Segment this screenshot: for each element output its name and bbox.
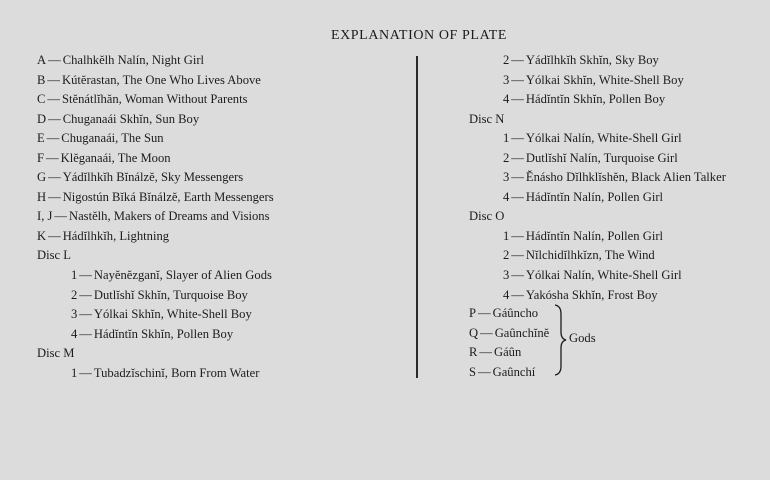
entry-dash: — — [46, 131, 60, 146]
entry-key: 4 — [503, 189, 510, 204]
entry-key: 1 — [503, 228, 510, 243]
entry-dash: — — [511, 131, 524, 146]
entry-key: C — [37, 92, 46, 107]
plate-entry — [37, 266, 407, 286]
entry-dash: — — [46, 150, 59, 165]
entry-text: Nigostún Bĭká Bĭnálzĕ, Earth Messengers — [62, 189, 274, 204]
entry-key: 1 — [71, 268, 78, 283]
plate-entry — [37, 149, 407, 169]
entry-dash: — — [479, 345, 492, 360]
entry-dash: — — [79, 287, 92, 302]
god-entry — [469, 324, 549, 344]
entry-text: Yádĭlhkĭh Skhĭn, Sky Boy — [525, 53, 659, 67]
entry-key: G — [37, 170, 47, 185]
entry-dash: — — [79, 326, 92, 341]
entry-dash: — — [511, 287, 524, 302]
entry-text: Gaûnchĭnĕ — [494, 325, 550, 340]
entry-dash: — — [79, 268, 92, 283]
entry-key: 3 — [503, 72, 510, 87]
entry-text: Hádĭntĭn Skhĭn, Pollen Boy — [525, 92, 666, 107]
god-entry — [469, 304, 549, 324]
entry-text: Chalhkĕlh Nalín, Night Girl — [62, 53, 205, 67]
plate-entry — [469, 51, 769, 71]
entry-text: Chuganaái Skhĭn, Sun Boy — [62, 111, 200, 126]
entry-dash: — — [511, 248, 524, 263]
entry-key: H — [37, 189, 47, 204]
entry-key: E — [37, 131, 45, 146]
entry-text: Nastĕlh, Makers of Dreams and Visions — [69, 209, 270, 224]
entry-dash: — — [47, 72, 60, 87]
plate-entry — [469, 188, 769, 208]
entry-text: Gáûncho — [492, 306, 539, 320]
brace-icon — [553, 304, 567, 376]
plate-entry — [37, 325, 407, 345]
entry-key: I, J — [37, 209, 53, 224]
entry-text: Gáûn — [494, 345, 522, 360]
plate-entry — [37, 129, 407, 149]
entry-dash: — — [511, 268, 524, 283]
entry-text: Gaûnchí — [492, 364, 536, 379]
entry-dash: — — [48, 189, 61, 204]
entry-dash: — — [480, 325, 493, 340]
entry-text: Yólkai Skhĭn, White-Shell Boy — [525, 72, 684, 87]
entry-key: 4 — [503, 92, 510, 107]
entry-key: A — [37, 53, 47, 67]
entry-text: Kútĕrastan, The One Who Lives Above — [62, 72, 261, 87]
entry-dash: — — [478, 306, 491, 320]
entry-dash: — — [511, 53, 524, 67]
disc-heading-text: Disc N — [469, 111, 505, 126]
plate-entry — [469, 149, 769, 169]
entry-text: Dutlĭshĭ Nalín, Turquoise Girl — [525, 150, 678, 165]
plate-entry — [37, 286, 407, 306]
entry-text: Stĕnátlĭhăn, Woman Without Parents — [62, 92, 248, 107]
entry-dash: — — [511, 170, 524, 185]
entry-dash: — — [54, 209, 67, 224]
entry-key: 3 — [503, 170, 510, 185]
entry-dash: — — [511, 150, 524, 165]
entry-text: Ĕnásho Dĭlhklĭshĕn, Black Alien Talker — [525, 170, 726, 185]
entry-text: Klĕganaái, The Moon — [60, 150, 171, 165]
page-title: EXPLANATION OF PLATE — [330, 28, 508, 43]
entry-dash: — — [48, 228, 61, 243]
entry-dash: — — [511, 92, 524, 107]
entry-text: Yólkai Skhĭn, White-Shell Boy — [93, 307, 252, 322]
entry-dash: — — [511, 189, 524, 204]
plate-entry — [37, 305, 407, 325]
gods-label: Gods — [569, 331, 596, 345]
disc-heading-text: Disc M — [37, 346, 75, 361]
entry-key: D — [37, 111, 47, 126]
plate-entry — [37, 207, 407, 227]
entry-key: P — [469, 306, 477, 320]
entry-text: Nĭlchidĭlhkĭzn, The Wind — [525, 248, 655, 263]
entry-text: Yólkai Nalín, White-Shell Girl — [525, 131, 682, 146]
plate-entry — [37, 188, 407, 208]
plate-entry — [469, 129, 769, 149]
entry-dash: — — [79, 307, 92, 322]
entry-dash: — — [79, 365, 92, 380]
left-column — [37, 51, 407, 383]
plate-entry — [469, 168, 769, 188]
plate-entry — [469, 286, 769, 306]
entry-text: Yólkai Nalín, White-Shell Girl — [525, 268, 682, 283]
entry-key: 3 — [503, 268, 510, 283]
entry-text: Nayĕnĕzganĭ, Slayer of Alien Gods — [93, 268, 272, 283]
entry-dash: — — [48, 53, 61, 67]
entry-key: 2 — [71, 287, 78, 302]
entry-dash: — — [511, 228, 524, 243]
entry-text: Tubadzĭschinĭ, Born From Water — [93, 365, 260, 380]
plate-entry — [469, 90, 769, 110]
entry-key: 4 — [71, 326, 78, 341]
entry-key: 2 — [503, 248, 510, 263]
plate-entry — [37, 168, 407, 188]
plate-entry — [469, 246, 769, 266]
column-divider — [416, 56, 418, 378]
disc-heading-text: Disc L — [37, 248, 71, 263]
plate-entry — [37, 110, 407, 130]
plate-entry — [37, 71, 407, 91]
god-entry — [469, 363, 549, 383]
entry-text: Hádĭntĭn Skhĭn, Pollen Boy — [93, 326, 234, 341]
entry-dash: — — [478, 364, 491, 379]
entry-dash: — — [511, 72, 524, 87]
entry-dash: — — [48, 170, 61, 185]
disc-heading-text: Disc O — [469, 209, 505, 224]
entry-key: 2 — [503, 53, 510, 67]
entry-key: 1 — [503, 131, 510, 146]
plate-entry — [37, 51, 407, 71]
entry-key: 1 — [71, 365, 78, 380]
entry-key: S — [469, 364, 477, 379]
entry-key: F — [37, 150, 45, 165]
entry-text: Hádĭlhkĭh, Lightning — [62, 228, 170, 243]
entry-text: Yakósha Skhĭn, Frost Boy — [525, 287, 658, 302]
entry-key: R — [469, 345, 478, 360]
entry-key: Q — [469, 325, 479, 340]
disc-heading — [469, 110, 769, 130]
god-entry — [469, 343, 549, 363]
entry-text: Chuganaái, The Sun — [61, 131, 164, 146]
entry-dash: — — [47, 92, 60, 107]
disc-heading — [469, 207, 769, 227]
plate-entry — [37, 90, 407, 110]
plate-entry — [37, 227, 407, 247]
entry-key: 3 — [71, 307, 78, 322]
entry-key: 2 — [503, 150, 510, 165]
plate-entry — [37, 364, 407, 384]
plate-entry — [469, 227, 769, 247]
disc-heading — [37, 246, 407, 266]
right-column — [469, 51, 769, 305]
entry-key: 4 — [503, 287, 510, 302]
entry-text: Hádĭntĭn Nalín, Pollen Girl — [525, 228, 664, 243]
entry-key: B — [37, 72, 46, 87]
plate-entry — [469, 266, 769, 286]
gods-list — [469, 304, 549, 382]
disc-heading — [37, 344, 407, 364]
entry-key: K — [37, 228, 47, 243]
entry-dash: — — [48, 111, 61, 126]
plate-entry — [469, 71, 769, 91]
entry-text: Yádĭlhkĭh Bĭnálzĕ, Sky Messengers — [62, 170, 244, 185]
entry-text: Hádĭntĭn Nalín, Pollen Girl — [525, 189, 664, 204]
entry-text: Dutlĭshĭ Skhĭn, Turquoise Boy — [93, 287, 248, 302]
